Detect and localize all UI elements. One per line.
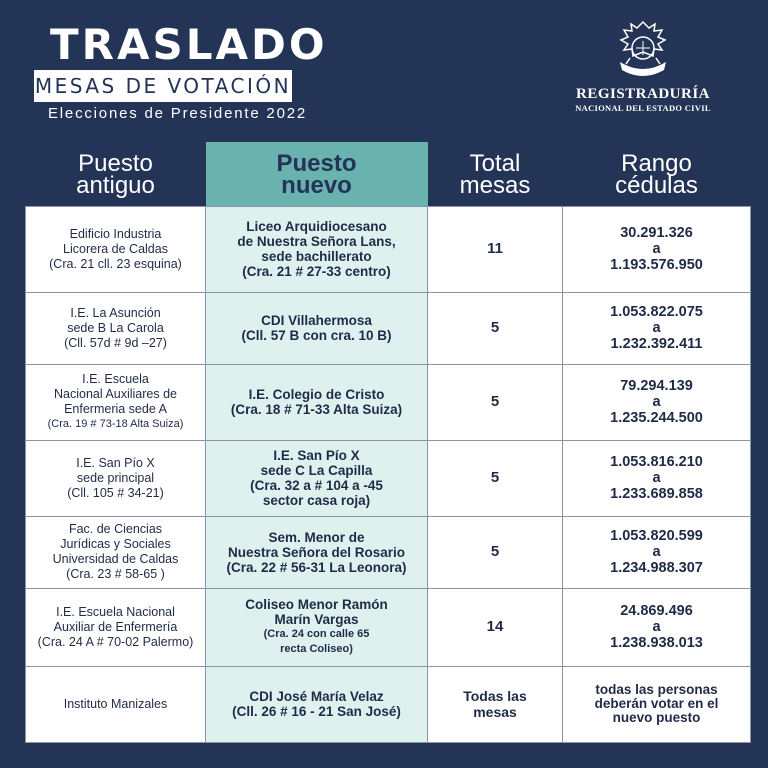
- old-location-cell: [26, 292, 206, 364]
- old-location-cell-line: Enfermeria sede A: [64, 402, 167, 416]
- column-header-total: Total mesas: [428, 142, 563, 206]
- new-location-cell-line: Sem. Menor de: [268, 529, 365, 545]
- id-range-cell-line: 1.053.816.210: [610, 454, 703, 470]
- id-range-cell-line: 1.238.938.013: [610, 635, 703, 651]
- old-location-cell-line: (Cll. 105 # 34-21): [67, 485, 164, 500]
- logo-subname: NACIONAL DEL ESTADO CIVIL: [575, 103, 711, 113]
- new-location-cell-line: Coliseo Menor Ramón: [245, 597, 388, 612]
- new-location-cell: [206, 292, 428, 364]
- new-location-cell-line: CDI Villahermosa: [261, 313, 372, 328]
- column-header-new: Puesto nuevo: [206, 142, 428, 206]
- new-location-cell-line: sede bachillerato: [261, 249, 372, 264]
- new-location-cell-line: CDI José María Velaz: [249, 689, 384, 704]
- coat-of-arms-icon: [610, 18, 676, 84]
- old-location-cell: [26, 666, 206, 742]
- total-tables-cell: Todas las mesas: [428, 666, 563, 742]
- total-tables-cell: 11: [428, 206, 563, 292]
- id-range-cell-line: 1.053.820.599: [610, 528, 703, 544]
- new-location-cell-line: (Cra. 22 # 56-31 La Leonora): [226, 559, 407, 575]
- new-location-cell-line: (Cra. 18 # 71-33 Alta Suiza): [230, 402, 403, 417]
- id-range-cell-line: 30.291.326: [620, 225, 693, 241]
- old-location-cell-line: Fac. de Ciencias: [68, 522, 163, 536]
- id-range-cell-line: 1.193.576.950: [610, 257, 703, 273]
- page-title: TRASLADO: [50, 20, 328, 69]
- total-tables-cell: 5: [428, 292, 563, 364]
- new-location-cell-line: I.E. San Pío X: [273, 448, 360, 463]
- id-range-cell: [563, 516, 751, 588]
- new-location-cell: [206, 440, 428, 516]
- old-location-cell-line: (Cra. 21 cll. 23 esquina): [49, 256, 182, 271]
- id-range-cell-line: 1.053.822.075: [610, 304, 703, 320]
- old-location-cell-line: (Cra. 24 A # 70-02 Palermo): [37, 634, 194, 649]
- table-row: [26, 292, 751, 364]
- old-location-cell-line: Universidad de Caldas: [52, 552, 179, 566]
- table-header-row: [26, 142, 751, 206]
- id-range-cell: [563, 292, 751, 364]
- old-location-cell-line: Jurídicas y Sociales: [60, 537, 171, 551]
- page-subtitle: MESAS DE VOTACIÓN: [34, 74, 292, 98]
- logo-name: REGISTRADURÍA: [575, 86, 711, 102]
- new-location-cell-line: I.E. Colegio de Cristo: [248, 387, 385, 402]
- table-row: [26, 588, 751, 666]
- id-range-cell-line: 79.294.139: [620, 378, 693, 394]
- subtitle-box: [34, 70, 292, 102]
- new-location-cell-line: recta Coliseo): [280, 643, 353, 655]
- old-location-cell-line: Instituto Manizales: [63, 696, 168, 711]
- old-location-cell-line: I.E. Escuela: [82, 372, 149, 386]
- old-location-cell: [26, 516, 206, 588]
- new-location-cell-line: (Cra. 24 con calle 65: [263, 628, 370, 640]
- id-range-cell-line: deberán votar en el: [594, 696, 719, 711]
- old-location-cell-line: sede principal: [76, 470, 155, 485]
- id-range-cell: [563, 588, 751, 666]
- table-row: [26, 666, 751, 742]
- id-range-cell: [563, 666, 751, 742]
- id-range-cell-line: a: [652, 544, 661, 560]
- id-range-cell: [563, 364, 751, 440]
- new-location-cell-line: (Cll. 26 # 16 - 21 San José): [232, 704, 401, 719]
- id-range-cell-line: 1.234.988.307: [610, 560, 703, 576]
- id-range-cell-line: a: [652, 619, 661, 635]
- id-range-cell-line: nuevo puesto: [612, 710, 701, 725]
- table-row: [26, 516, 751, 588]
- old-location-cell-line: (Cra. 23 # 58-65 ): [66, 567, 165, 581]
- table-row: [26, 440, 751, 516]
- id-range-cell-line: 24.869.496: [620, 603, 693, 619]
- new-location-cell: [206, 516, 428, 588]
- id-range-cell-line: a: [652, 394, 661, 410]
- old-location-cell-line: I.E. Escuela Nacional: [56, 604, 175, 619]
- id-range-cell: [563, 206, 751, 292]
- registraduria-logo: [568, 18, 718, 118]
- old-location-cell-line: sede B La Carola: [67, 320, 164, 335]
- old-location-cell: [26, 440, 206, 516]
- election-label: Elecciones de Presidente 2022: [48, 105, 308, 122]
- new-location-cell-line: (Cra. 21 # 27-33 centro): [242, 264, 391, 279]
- old-location-cell: [26, 206, 206, 292]
- old-location-cell-line: Auxiliar de Enfermería: [53, 619, 178, 634]
- id-range-cell-line: a: [652, 470, 661, 486]
- column-header-old: Puesto antiguo: [26, 142, 206, 206]
- total-tables-cell: 14: [428, 588, 563, 666]
- id-range-cell-line: a: [652, 320, 661, 336]
- old-location-cell-line: Nacional Auxiliares de: [54, 387, 177, 401]
- table-row: [26, 364, 751, 440]
- new-location-cell-line: Liceo Arquidiocesano: [246, 219, 387, 234]
- new-location-cell-line: de Nuestra Señora Lans,: [237, 234, 396, 249]
- total-tables-cell: 5: [428, 516, 563, 588]
- new-location-cell: [206, 206, 428, 292]
- new-location-cell: [206, 364, 428, 440]
- id-range-cell-line: todas las personas: [595, 682, 718, 697]
- column-header-range: Rango cédulas: [563, 142, 751, 206]
- new-location-cell-line: Nuestra Señora del Rosario: [227, 544, 406, 560]
- id-range-cell-line: 1.232.392.411: [610, 336, 703, 352]
- old-location-cell: [26, 588, 206, 666]
- old-location-cell-line: Licorera de Caldas: [63, 241, 168, 256]
- id-range-cell-line: a: [652, 241, 661, 257]
- new-location-cell-line: (Cra. 32 a # 104 a -45: [250, 478, 383, 493]
- new-location-cell-line: (Cll. 57 B con cra. 10 B): [241, 328, 392, 343]
- total-tables-cell: 5: [428, 364, 563, 440]
- old-location-cell-line: I.E. La Asunción: [70, 305, 161, 320]
- old-location-cell: [26, 364, 206, 440]
- old-location-cell-line: I.E. San Pío X: [76, 455, 155, 470]
- new-location-cell: [206, 666, 428, 742]
- new-location-cell-line: sector casa roja): [262, 493, 371, 508]
- new-location-cell-line: Marín Vargas: [274, 612, 359, 627]
- id-range-cell: [563, 440, 751, 516]
- total-tables-cell: 5: [428, 440, 563, 516]
- new-location-cell: [206, 588, 428, 666]
- id-range-cell-line: 1.233.689.858: [610, 486, 703, 502]
- new-location-cell-line: sede C La Capilla: [260, 463, 373, 478]
- old-location-cell-line: (Cll. 57d # 9d –27): [64, 335, 167, 350]
- id-range-cell-line: 1.235.244.500: [610, 410, 703, 426]
- old-location-cell-line: (Cra. 19 # 73-18 Alta Suiza): [47, 418, 184, 430]
- relocation-table: [25, 142, 751, 743]
- old-location-cell-line: Edificio Industria: [69, 226, 162, 241]
- table-row: [26, 206, 751, 292]
